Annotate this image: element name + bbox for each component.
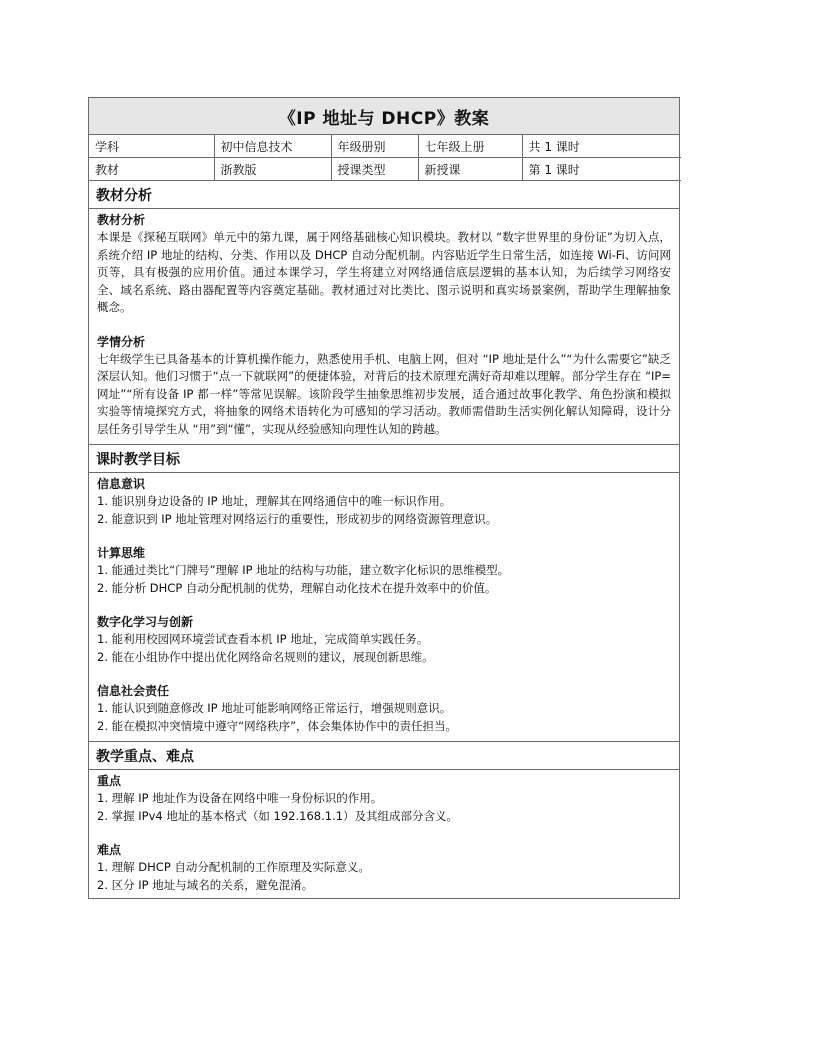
meta-cell: 新授课 (418, 158, 522, 181)
subsection-title: 信息意识 (97, 477, 146, 491)
meta-row-2 (89, 158, 681, 181)
meta-table (89, 135, 681, 181)
paragraph: 本课是《探秘互联网》单元中的第九课，属于网络基础核心知识模块。教材以 “数字世界里的身份证”为切入点，系统介绍 IP 地址的结构、分类、作用以及 DHCP 自动分配机制。内容贴近学生日常生活，如连接 Wi-Fi、访问网页等，具有极强的应用价值。通过本课学习，学生将建立对网络通信底层逻辑的基本认知，为后续学习网络安全、域名系统、路由器配置等内容奠定基础。教材通过对比类比、图示说明和真实场景案例，帮助学生理解抽象概念。 (97, 230, 671, 314)
section-heading-analysis: 教材分析 (89, 181, 679, 209)
section-heading-keypoints: 教学重点、难点 (89, 742, 679, 770)
subsection-title: 信息社会责任 (97, 684, 170, 698)
meta-cell: 学科 (89, 135, 214, 158)
list-item: 1. 能通过类比“门牌号”理解 IP 地址的结构与功能，建立数字化标识的思维模型。 (97, 563, 510, 577)
section-body-keypoints (89, 770, 679, 898)
subsection-title: 数字化学习与创新 (97, 615, 194, 629)
lesson-plan-document (88, 97, 680, 899)
section-heading-goals: 课时教学目标 (89, 445, 679, 473)
subsection-title: 计算思维 (97, 546, 146, 560)
meta-cell: 第 1 课时 (522, 158, 681, 181)
list-item: 2. 能在小组协作中提出优化网络命名规则的建议，展现创新思维。 (97, 649, 434, 664)
list-item: 1. 理解 DHCP 自动分配机制的工作原理及实际意义。 (97, 860, 370, 874)
list-item: 1. 能识别身边设备的 IP 地址，理解其在网络通信中的唯一标识作用。 (97, 494, 452, 508)
meta-cell: 授课类型 (331, 158, 418, 181)
list-item: 1. 能认识到随意修改 IP 地址可能影响网络正常运行，增强规则意识。 (97, 701, 452, 715)
section-body-analysis (89, 209, 679, 445)
list-item: 2. 区分 IP 地址与域名的关系，避免混淆。 (97, 877, 314, 892)
subsection-title: 重点 (97, 774, 122, 788)
meta-row-1 (89, 135, 681, 158)
section-body-goals (89, 473, 679, 742)
subsection-title: 学情分析 (97, 334, 146, 349)
paragraph: 七年级学生已具备基本的计算机操作能力，熟悉使用手机、电脑上网，但对 “IP 地址是什么”“为什么需要它”缺乏深层认知。他们习惯于“点一下就联网”的便捷体验，对背后的技术原理充满好奇却难以理解。部分学生存在 “IP=网址”“所有设备 IP 都一样”等常见误解。该阶段学生抽象思维初步发展，适合通过故事化教学、角色扮演和模拟实验等情境探究方式，将抽象的网络术语转化为可感知的学习活动。教师需借助生活实例化解认知障碍，设计分层任务引导学生从 “用”到“懂”，实现从经验感知向理性认知的跨越。 (97, 351, 671, 436)
list-item: 2. 能在模拟冲突情境中遵守“网络秩序”，体会集体协作中的责任担当。 (97, 718, 458, 733)
meta-cell: 七年级上册 (418, 135, 522, 158)
meta-cell: 共 1 课时 (522, 135, 681, 158)
subsection-title: 教材分析 (97, 213, 146, 227)
subsection-title: 难点 (97, 843, 122, 857)
list-item: 1. 理解 IP 地址作为设备在网络中唯一身份标识的作用。 (97, 791, 383, 805)
meta-cell: 初中信息技术 (214, 135, 331, 158)
meta-cell: 浙教版 (214, 158, 331, 181)
list-item: 2. 掌握 IPv4 地址的基本格式（如 192.168.1.1）及其组成部分含义。 (97, 808, 459, 823)
list-item: 2. 能分析 DHCP 自动分配机制的优势，理解自动化技术在提升效率中的价值。 (97, 580, 497, 595)
meta-cell: 年级册别 (331, 135, 418, 158)
document-title: 《IP 地址与 DHCP》教案 (89, 98, 679, 135)
list-item: 2. 能意识到 IP 地址管理对网络运行的重要性，形成初步的网络资源管理意识。 (97, 511, 498, 526)
list-item: 1. 能利用校园网环境尝试查看本机 IP 地址，完成简单实践任务。 (97, 632, 429, 646)
meta-cell: 教材 (89, 158, 214, 181)
